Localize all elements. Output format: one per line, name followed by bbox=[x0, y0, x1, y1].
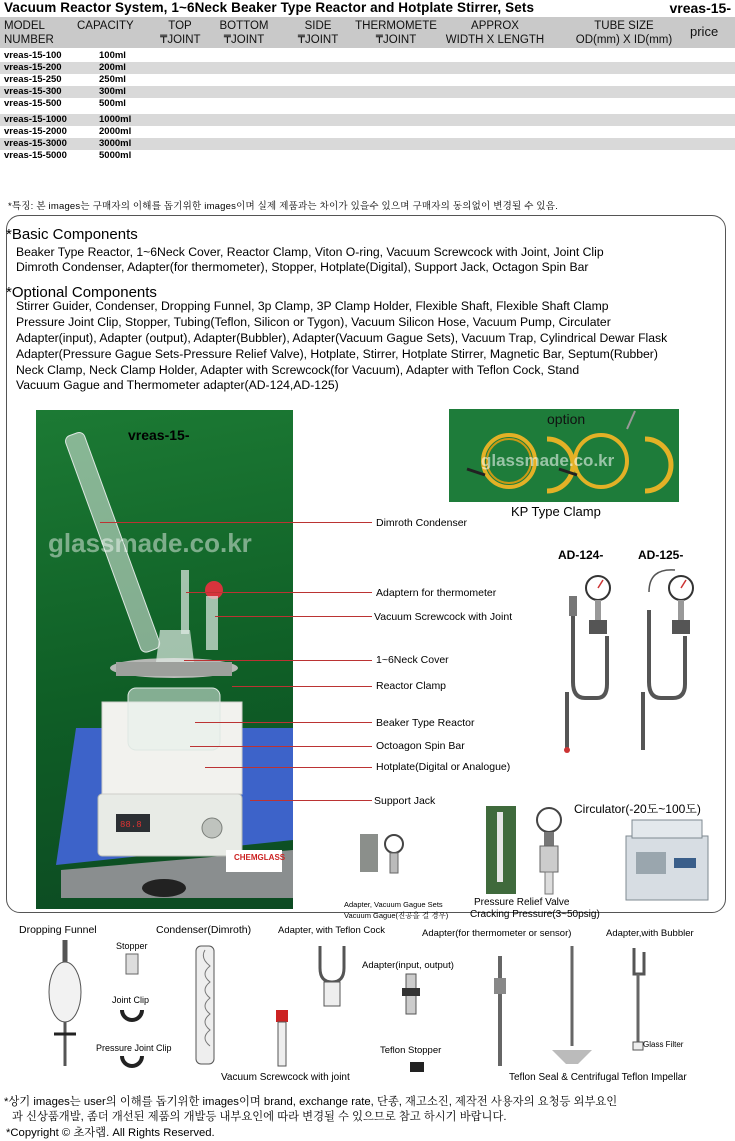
header-thermometer-joint: THERMOMETE ₸JOINT bbox=[355, 20, 437, 46]
table-row: vreas-15-500 500ml bbox=[4, 97, 126, 109]
table-row: vreas-15-250 250ml bbox=[4, 73, 126, 85]
optional-heading: *Optional Components bbox=[6, 284, 157, 301]
copyright: *Copyright © 초자랩. All Rights Reserved. bbox=[6, 1127, 215, 1139]
clamp-illustration bbox=[449, 409, 679, 502]
header-tube-size: TUBE SIZE OD(mm) X ID(mm) bbox=[575, 20, 673, 46]
optional-line: Stirrer Guider, Condenser, Dropping Funnel, 3p Clamp, 3P Clamp Holder, Flexible Shaft, Flexible Shaft Clamp bbox=[16, 299, 609, 313]
teflon-stopper-label: Teflon Stopper bbox=[380, 1045, 442, 1056]
basic-heading: *Basic Components bbox=[6, 226, 138, 243]
dropping-funnel-label: Dropping Funnel bbox=[19, 924, 97, 936]
circulator-icon bbox=[618, 818, 716, 904]
clamp-option: option bbox=[547, 411, 586, 427]
accessories-illustration bbox=[30, 938, 730, 1072]
callout-line bbox=[186, 592, 372, 593]
teflon-seal-label: Teflon Seal & Centrifugal Teflon Impellar bbox=[509, 1072, 687, 1083]
relief-valve-label-1: Pressure Relief Valve bbox=[474, 897, 570, 908]
notice-top: *특징: 본 images는 구매자의 이해를 돕기위한 images이며 실제 제품과는 차이가 있을수 있으며 구매자의 동의없이 변경될 수 있음. bbox=[8, 201, 558, 212]
stopper-label: Stopper bbox=[116, 941, 148, 951]
photo-watermark: glassmade.co.kr bbox=[48, 528, 252, 558]
callout-line bbox=[190, 746, 372, 747]
callout-line bbox=[232, 686, 372, 687]
callout-vacuum-screwcock: Vacuum Screwcock with Joint bbox=[374, 611, 513, 623]
adapter-bubbler-label: Adapter,with Bubbler bbox=[606, 928, 694, 939]
callout-beaker-reactor: Beaker Type Reactor bbox=[376, 717, 475, 729]
circulator-label: Circulator(-20도~100도) bbox=[574, 802, 701, 816]
relief-valve-label-2: Cracking Pressure(3~50psig) bbox=[470, 909, 600, 920]
callout-line bbox=[250, 800, 372, 801]
clamp-watermark: glassmade.co.kr bbox=[481, 451, 615, 470]
callout-support-jack: Support Jack bbox=[374, 795, 436, 807]
vacuum-gague-icon bbox=[358, 832, 410, 874]
header-capacity: CAPACITY bbox=[77, 20, 134, 32]
header-model: MODEL NUMBER bbox=[4, 20, 54, 46]
callout-hotplate: Hotplate(Digital or Analogue) bbox=[376, 761, 511, 773]
header-bottom-joint: BOTTOM ₸JOINT bbox=[219, 20, 269, 46]
callout-dimroth-condenser: Dimroth Condenser bbox=[376, 517, 468, 529]
table-row: vreas-15-5000 5000ml bbox=[4, 150, 132, 162]
table-row: vreas-15-2000 2000ml bbox=[4, 126, 132, 138]
callout-neck-cover: 1~6Neck Cover bbox=[376, 654, 449, 666]
photo-plate: CHEMGLASS bbox=[234, 853, 286, 862]
clamp-caption: KP Type Clamp bbox=[511, 504, 601, 519]
table-row: vreas-15-300 300ml bbox=[0, 86, 735, 98]
vacuum-screwcock-label: Vacuum Screwcock with joint bbox=[221, 1072, 350, 1083]
callout-line bbox=[195, 722, 372, 723]
pressure-joint-clip-label: Pressure Joint Clip bbox=[96, 1043, 172, 1053]
relief-valve-icon bbox=[482, 804, 572, 896]
product-code-title: vreas-15- bbox=[669, 0, 731, 16]
footer-line-1: *상기 images는 user의 이해를 돕기위한 images이며 brand, exchange rate, 단종, 재고소진, 제작전 사용자의 요청등 외부요인 bbox=[4, 1096, 618, 1108]
table-header bbox=[0, 17, 735, 48]
glass-filter-label: Glass Filter bbox=[643, 1040, 684, 1049]
callout-thermometer-adapter: Adaptern for thermometer bbox=[376, 587, 497, 599]
optional-line: Adapter(Pressure Gague Sets-Pressure Relief Valve), Hotplate, Stirrer, Hotplate Stirrer, Magnetic Bar, Septum(Rubber) bbox=[16, 347, 658, 361]
optional-line: Pressure Joint Clip, Stopper, Tubing(Teflon, Silicon or Tygon), Vacuum Silicon Hose, Vacuum Pump, Circulater bbox=[16, 315, 611, 329]
header-top-joint: TOP ₸JOINT bbox=[160, 20, 201, 46]
callout-reactor-clamp: Reactor Clamp bbox=[376, 680, 447, 692]
ad-adapters-illustration bbox=[545, 562, 705, 754]
page-title: Vacuum Reactor System, 1~6Neck Beaker Type Reactor and Hotplate Stirrer, Sets bbox=[4, 0, 535, 15]
header-approx-size: APPROX WIDTH X LENGTH bbox=[445, 20, 545, 46]
ad124-label: AD-124- bbox=[558, 548, 604, 562]
footer-line-2: 과 신상품개발, 좀더 개선된 제품의 개발등 내부요인에 따라 변경될 수 있으므로 참고 하시기 바랍니다. bbox=[12, 1111, 507, 1123]
joint-clip-label: Joint Clip bbox=[112, 995, 150, 1005]
teflon-cock-label: Adapter, with Teflon Cock bbox=[278, 925, 386, 936]
adapter-thermo-label: Adapter(for thermometer or sensor) bbox=[422, 928, 572, 939]
header-side-joint: SIDE ₸JOINT bbox=[297, 20, 339, 46]
callout-spin-bar: Octoagon Spin Bar bbox=[376, 740, 465, 752]
optional-line: Adapter(input), Adapter (output), Adapter(Bubbler), Adapter(Vacuum Gague Sets), Vacuum Trap, Cylindrical Dewar Flask bbox=[16, 331, 668, 345]
condenser-label: Condenser(Dimroth) bbox=[156, 924, 252, 936]
optional-line: Vacuum Gague and Thermometer adapter(AD-124,AD-125) bbox=[16, 378, 339, 392]
photo-code: vreas-15- bbox=[128, 427, 190, 443]
callout-line bbox=[215, 616, 372, 617]
basic-line: Dimroth Condenser, Adapter(for thermometer), Stopper, Hotplate(Digital), Support Jack, Octagon Spin Bar bbox=[16, 260, 589, 274]
optional-line: Neck Clamp, Neck Clamp Holder, Adapter with Screwcock(for Vacuum), Adapter with Teflon Cock, Stand bbox=[16, 363, 580, 377]
svg-text:88.8: 88.8 bbox=[120, 820, 142, 830]
clamp-photo bbox=[449, 409, 679, 502]
adapter-io-label: Adapter(input, output) bbox=[362, 960, 454, 971]
table-row: vreas-15-1000 1000ml bbox=[0, 114, 735, 126]
callout-line bbox=[184, 660, 372, 661]
table-row: vreas-15-3000 3000ml bbox=[0, 138, 735, 150]
header-price: price bbox=[690, 24, 719, 39]
table-row: vreas-15-200 200ml bbox=[0, 62, 735, 74]
callout-line bbox=[100, 522, 372, 523]
vacuum-gague-label-2: Vacuum Gague(진공을 걸 경우) bbox=[344, 911, 449, 920]
model-table bbox=[0, 50, 735, 162]
ad125-label: AD-125- bbox=[638, 548, 684, 562]
table-row: vreas-15-100 100ml bbox=[4, 50, 126, 61]
callout-line bbox=[205, 767, 372, 768]
basic-line: Beaker Type Reactor, 1~6Neck Cover, Reactor Clamp, Viton O-ring, Vacuum Screwcock with Joint, Joint Clip bbox=[16, 245, 604, 259]
vacuum-gague-label-1: Adapter, Vacuum Gague Sets bbox=[344, 900, 443, 909]
